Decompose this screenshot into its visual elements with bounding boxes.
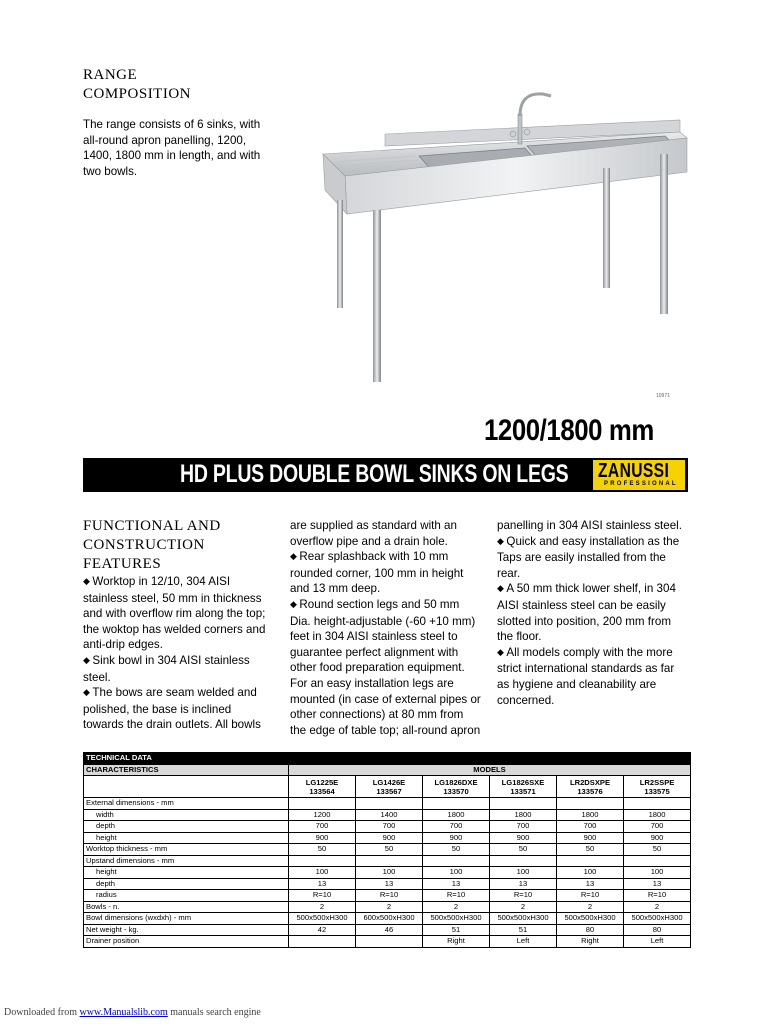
table-cell [624, 855, 691, 867]
table-cell [624, 798, 691, 810]
range-heading-line2: COMPOSITION [83, 86, 192, 102]
row-label: height [84, 832, 289, 844]
manualslib-link[interactable]: www.Manualslib.com [79, 1007, 168, 1018]
table-cell: 50 [423, 844, 490, 856]
models-label: MODELS [289, 764, 691, 776]
feature-item: ◆ The bows are seam welded and polished, the base is inclined towards the drain outlets. All bowls [83, 685, 268, 733]
table-cell: 2 [490, 901, 557, 913]
characteristics-label: CHARACTERISTICS [84, 764, 289, 776]
table-cell: 2 [423, 901, 490, 913]
table-cell: 700 [356, 821, 423, 833]
table-cell: 42 [289, 924, 356, 936]
model-header: LR2DSXPE 133576 [557, 776, 624, 798]
table-cell [557, 798, 624, 810]
table-row [84, 821, 691, 833]
feature-item: ◆ Quick and easy installation as the Taps are easily installed from the rear. [497, 534, 687, 582]
table-cell [423, 855, 490, 867]
table-cell [490, 798, 557, 810]
feature-item: ◆ Sink bowl in 304 AISI stainless steel. [83, 653, 268, 685]
table-cell: 46 [356, 924, 423, 936]
table-cell: 50 [490, 844, 557, 856]
table-cell: 13 [289, 878, 356, 890]
feature-item: ◆ Worktop in 12/10, 304 AISI stainless steel, 50 mm in thickness and with overflow rim along the top; the woktop has welded corners and anti-drip edges. [83, 574, 268, 653]
row-label: Drainer position [84, 936, 289, 948]
row-label: Bowl dimensions (wxdxh) - mm [84, 913, 289, 925]
table-row [84, 913, 691, 925]
table-cell: 900 [490, 832, 557, 844]
sink-image [315, 82, 695, 402]
table-cell: 2 [289, 901, 356, 913]
table-cell: 700 [490, 821, 557, 833]
range-text: The range consists of 6 sinks, with all-round apron panelling, 1200, 1400, 1800 mm in length, and with two bowls. [83, 118, 261, 178]
table-cell: 50 [624, 844, 691, 856]
table-cell: 100 [557, 867, 624, 879]
features-col-2 [290, 518, 482, 738]
row-label: height [84, 867, 289, 879]
table-cell: 100 [356, 867, 423, 879]
features-heading-line2: CONSTRUCTION [83, 537, 205, 553]
features-heading [83, 517, 268, 574]
table-title-row [84, 753, 691, 765]
table-cell: 2 [356, 901, 423, 913]
table-cell: 700 [289, 821, 356, 833]
table-cell: 900 [557, 832, 624, 844]
table-row [84, 867, 691, 879]
banner-title: HD PLUS DOUBLE BOWL SINKS ON LEGS [180, 460, 569, 488]
range-heading-line1: RANGE [83, 67, 138, 83]
table-row [84, 832, 691, 844]
logo-name: ZANUSSI [598, 460, 670, 482]
table-cell: 900 [289, 832, 356, 844]
features-heading-line1: FUNCTIONAL AND [83, 518, 221, 534]
table-cell: 13 [490, 878, 557, 890]
table-cell: 700 [624, 821, 691, 833]
table-cell: 500x500xH300 [490, 913, 557, 925]
technical-data-table [83, 752, 691, 948]
feature-continued: panelling in 304 AISI stainless steel. [497, 519, 682, 532]
table-row [84, 936, 691, 948]
model-header: LG1426E 133567 [356, 776, 423, 798]
table-row [84, 809, 691, 821]
table-cell: 2 [624, 901, 691, 913]
table-row [84, 878, 691, 890]
features-col-1 [83, 517, 268, 733]
table-row [84, 890, 691, 902]
table-cell [557, 855, 624, 867]
table-cell: 100 [624, 867, 691, 879]
table-cell: 13 [557, 878, 624, 890]
table-cell: 900 [356, 832, 423, 844]
table-cell: 1800 [557, 809, 624, 821]
table-cell: 500x500xH300 [423, 913, 490, 925]
table-cell: Right [557, 936, 624, 948]
table-cell: 700 [423, 821, 490, 833]
table-cell [289, 855, 356, 867]
table-cell: 80 [557, 924, 624, 936]
table-row [84, 901, 691, 913]
row-label: External dimensions - mm [84, 798, 289, 810]
feature-item: ◆ All models comply with the more strict international standards as far as hygiene and cleanability are concerned. [497, 645, 687, 708]
model-names-row [84, 776, 691, 798]
table-cell: R=10 [356, 890, 423, 902]
table-cell: 900 [624, 832, 691, 844]
table-cell [289, 798, 356, 810]
row-label: Worktop thickness - mm [84, 844, 289, 856]
row-label: width [84, 809, 289, 821]
table-cell: 13 [423, 878, 490, 890]
table-cell [490, 855, 557, 867]
table-cell: 500x500xH300 [557, 913, 624, 925]
range-heading [83, 66, 191, 104]
table-cell: 51 [423, 924, 490, 936]
table-cell: 1800 [490, 809, 557, 821]
table-cell: 2 [557, 901, 624, 913]
table-cell: Right [423, 936, 490, 948]
table-cell [356, 936, 423, 948]
table-row [84, 798, 691, 810]
model-header: LG1826DXE 133570 [423, 776, 490, 798]
table-cell: 50 [356, 844, 423, 856]
table-cell: 500x500xH300 [289, 913, 356, 925]
features-col-3 [497, 518, 687, 708]
photo-code: 10971 [656, 393, 670, 399]
table-cell [356, 798, 423, 810]
row-label: Net weight - kg. [84, 924, 289, 936]
features-heading-line3: FEATURES [83, 556, 162, 572]
table-cell: R=10 [490, 890, 557, 902]
row-label: Upstand dimensions - mm [84, 855, 289, 867]
size-title: 1200/1800 mm [484, 414, 654, 447]
footer-suffix: manuals search engine [170, 1007, 261, 1018]
table-cell: R=10 [624, 890, 691, 902]
table-cell: 13 [624, 878, 691, 890]
row-label: depth [84, 878, 289, 890]
feature-item: ◆ A 50 mm thick lower shelf, in 304 AISI stainless steel can be easily slotted into position, 200 mm from the floor. [497, 581, 687, 644]
model-header: LG1826SXE 133571 [490, 776, 557, 798]
row-label: depth [84, 821, 289, 833]
table-cell: 51 [490, 924, 557, 936]
table-cell: 500x500xH300 [624, 913, 691, 925]
table-cell: R=10 [289, 890, 356, 902]
table-cell: 900 [423, 832, 490, 844]
table-cell [356, 855, 423, 867]
table-cell: 600x500xH300 [356, 913, 423, 925]
table-title: TECHNICAL DATA [84, 753, 691, 765]
row-label: Bowls - n. [84, 901, 289, 913]
table-cell: Left [490, 936, 557, 948]
table-header-row [84, 764, 691, 776]
table-cell [289, 936, 356, 948]
table-cell: 100 [490, 867, 557, 879]
model-header: LG1225E 133564 [289, 776, 356, 798]
table-cell [423, 798, 490, 810]
table-cell: 1800 [423, 809, 490, 821]
table-cell: 50 [557, 844, 624, 856]
table-row [84, 844, 691, 856]
table-cell: 100 [423, 867, 490, 879]
table-cell: 1200 [289, 809, 356, 821]
table-cell: 13 [356, 878, 423, 890]
table-cell: R=10 [557, 890, 624, 902]
model-header: LR2SSPE 133575 [624, 776, 691, 798]
footer-prefix: Downloaded from [4, 1007, 78, 1018]
table-cell: 1400 [356, 809, 423, 821]
footer [4, 1007, 261, 1018]
table-cell: 100 [289, 867, 356, 879]
table-cell: 700 [557, 821, 624, 833]
table-row [84, 855, 691, 867]
table-cell: R=10 [423, 890, 490, 902]
table-cell: 1800 [624, 809, 691, 821]
feature-item: ◆ Round section legs and 50 mm Dia. height-adjustable (-60 +10 mm) feet in 304 AISI stainless steel to guarantee perfect alignment with other food preparation equipment. For an easy installation legs are mounted (in case of external pipes or other connections) at 80 mm from the edge of table top; all-round apron [290, 597, 482, 738]
logo-sub: PROFESSIONAL [604, 481, 678, 487]
table-cell: 80 [624, 924, 691, 936]
table-cell: 50 [289, 844, 356, 856]
table-cell: Left [624, 936, 691, 948]
feature-item: ◆ Rear splashback with 10 mm rounded corner, 100 mm in height and 13 mm deep. [290, 549, 482, 597]
table-row [84, 924, 691, 936]
row-label: radius [84, 890, 289, 902]
feature-continued: are supplied as standard with an overflow pipe and a drain hole. [290, 519, 457, 548]
